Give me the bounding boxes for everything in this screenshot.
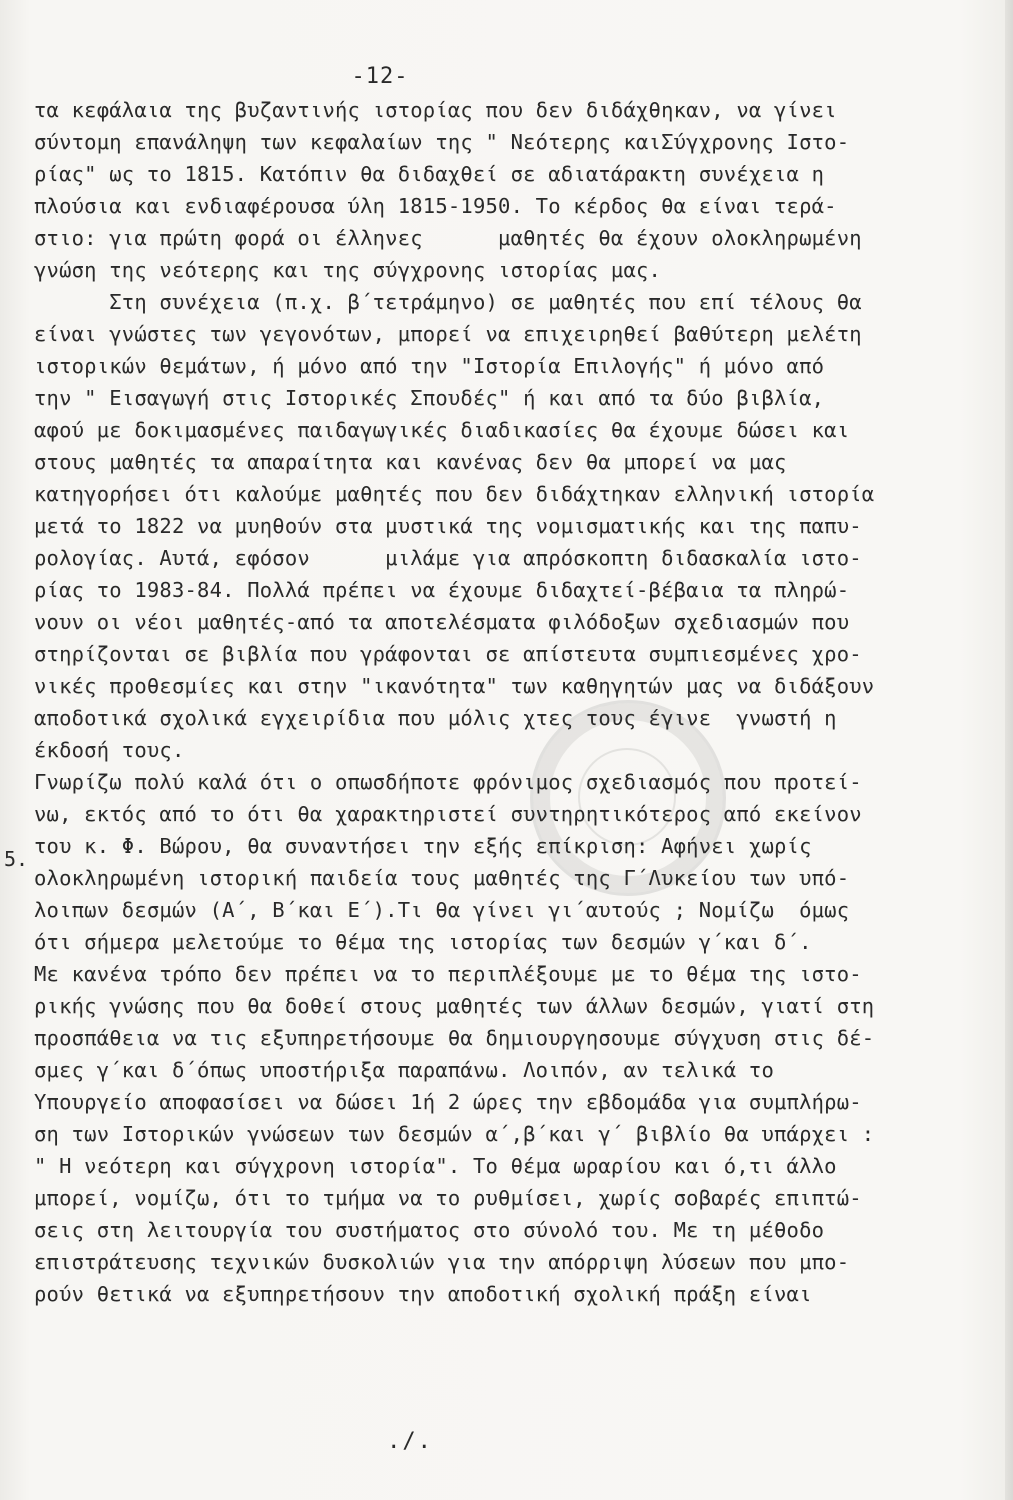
- text-line: αποδοτικά σχολικά εγχειρίδια που μόλις χτες τους έγινε γνωστή η: [34, 706, 837, 730]
- text-line: Υπουργείο αποφασίσει να δώσει 1ή 2 ώρες την εβδομάδα για συμπλήρω-: [34, 1090, 862, 1114]
- text-line: επιστράτευσης τεχνικών δυσκολιών για την απόρριψη λύσεων που μπο-: [34, 1250, 850, 1274]
- text-line: νω, εκτός από το ότι θα χαρακτηριστεί συντηρητικότερος από εκείνον: [34, 802, 862, 826]
- text-line: " Η νεότερη και σύγχρονη ιστορία". Το θέμα ωραρίου και ό,τι άλλο: [34, 1154, 837, 1178]
- text-line: στηρίζονται σε βιβλία που γράφονται σε απίστευτα συμπιεσμένες χρο-: [34, 642, 862, 666]
- page-number: -12-: [351, 64, 409, 89]
- text-line: ση των Ιστορικών γνώσεων των δεσμών α΄,β΄και γ΄ βιβλίο θα υπάρχει :: [34, 1122, 875, 1146]
- text-line: ότι σήμερα μελετούμε το θέμα της ιστορίας των δεσμών γ΄και δ΄.: [34, 930, 812, 954]
- text-line: γνώση της νεότερης και της σύγχρονης ιστορίας μας.: [34, 258, 662, 282]
- text-line: ολοκληρωμένη ιστορική παιδεία τους μαθητές της Γ΄Λυκείου των υπό-: [34, 866, 850, 890]
- continuation-mark: ./.: [387, 1429, 433, 1454]
- text-line: έκδοσή τους.: [34, 738, 185, 762]
- section-number: 5.: [4, 847, 29, 871]
- text-line: προσπάθεια να τις εξυπηρετήσουμε θα δημιουργησουμε σύγχυση στις δέ-: [34, 1026, 875, 1050]
- text-line: ρικής γνώσης που θα δοθεί στους μαθητές των άλλων δεσμών, γιατί στη: [34, 994, 875, 1018]
- text-line: σεις στη λειτουργία του συστήματος στο σύνολό του. Με τη μέθοδο: [34, 1218, 825, 1242]
- text-line: του κ. Φ. Βώρου, θα συναντήσει την εξής επίκριση: Αφήνει χωρίς: [34, 834, 812, 858]
- page-edge: [1005, 0, 1013, 1500]
- text-line: στους μαθητές τα απαραίτητα και κανένας δεν θα μπορεί να μας: [34, 450, 787, 474]
- text-line: νουν οι νέοι μαθητές-από τα αποτελέσματα φιλόδοξων σχεδιασμών που: [34, 610, 850, 634]
- text-line: μπορεί, νομίζω, ότι το τμήμα να το ρυθμίσει, χωρίς σοβαρές επιπτώ-: [34, 1186, 862, 1210]
- text-line: ρίας το 1983-84. Πολλά πρέπει να έχουμε διδαχτεί-βέβαια τα πληρώ-: [34, 578, 850, 602]
- text-line: σύντομη επανάληψη των κεφαλαίων της " Νεότερης καιΣύγχρονης Ιστο-: [34, 130, 850, 154]
- text-line: πλούσια και ενδιαφέρουσα ύλη 1815-1950. Το κέρδος θα είναι τερά-: [34, 194, 837, 218]
- text-line: Στη συνέχεια (π.χ. β΄τετράμηνο) σε μαθητές που επί τέλους θα: [34, 290, 862, 314]
- text-line: νικές προθεσμίες και στην "ικανότητα" των καθηγητών μας να διδάξουν: [34, 674, 875, 698]
- text-line: ρολογίας. Αυτά, εφόσον μιλάμε για απρόσκοπτη διδασκαλία ιστο-: [34, 546, 862, 570]
- text-line: ρίας" ως το 1815. Κατόπιν θα διδαχθεί σε αδιατάρακτη συνέχεια η: [34, 162, 825, 186]
- body-text: [34, 94, 970, 1310]
- text-line: μετά το 1822 να μυηθούν στα μυστικά της νομισματικής και της παπυ-: [34, 514, 862, 538]
- text-line: την " Εισαγωγή στις Ιστορικές Σπουδές" ή και από τα δύο βιβλία,: [34, 386, 825, 410]
- text-line: ιστορικών θεμάτων, ή μόνο από την "Ιστορία Επιλογής" ή μόνο από: [34, 354, 825, 378]
- text-line: Γνωρίζω πολύ καλά ότι ο οπωσδήποτε φρόνιμος σχεδιασμός που προτεί-: [34, 770, 862, 794]
- text-line: τα κεφάλαια της βυζαντινής ιστορίας που δεν διδάχθηκαν, να γίνει: [34, 98, 837, 122]
- text-line: ρούν θετικά να εξυπηρετήσουν την αποδοτική σχολική πράξη είναι: [34, 1282, 812, 1306]
- text-line: σμες γ΄και δ΄όπως υποστήριξα παραπάνω. Λοιπόν, αν τελικά το: [34, 1058, 774, 1082]
- text-line: κατηγορήσει ότι καλούμε μαθητές που δεν διδάχτηκαν ελληνική ιστορία: [34, 482, 875, 506]
- text-line: στιο: για πρώτη φορά οι έλληνες μαθητές θα έχουν ολοκληρωμένη: [34, 226, 862, 250]
- text-line: Με κανένα τρόπο δεν πρέπει να το περιπλέξουμε με το θέμα της ιστο-: [34, 962, 862, 986]
- text-line: λοιπων δεσμών (Α΄, Β΄και Ε΄).Τι θα γίνει γι΄αυτούς ; Νομίζω όμως: [34, 898, 850, 922]
- text-line: είναι γνώστες των γεγονότων, μπορεί να επιχειρηθεί βαθύτερη μελέτη: [34, 322, 862, 346]
- text-line: αφού με δοκιμασμένες παιδαγωγικές διαδικασίες θα έχουμε δώσει και: [34, 418, 850, 442]
